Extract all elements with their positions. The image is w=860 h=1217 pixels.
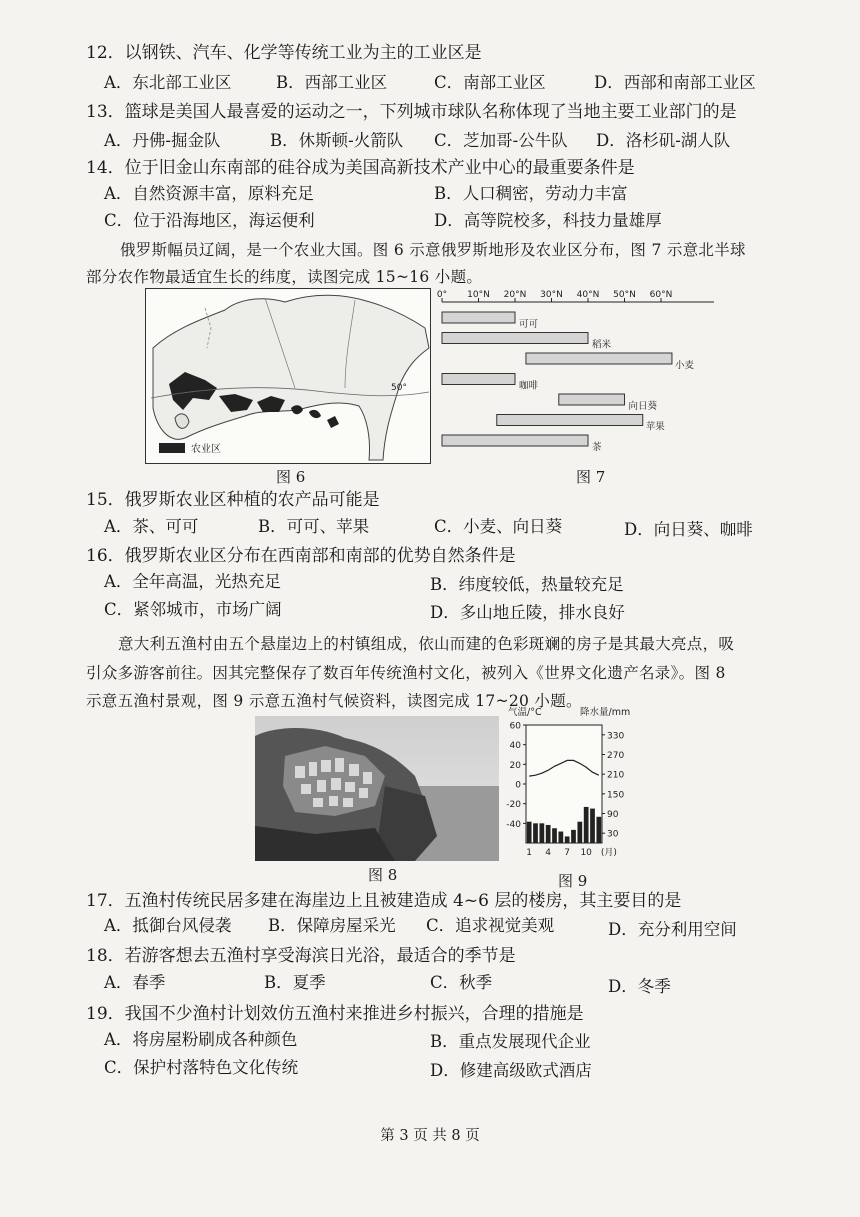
precip-bar	[577, 822, 582, 843]
q18-option-a: A．春季	[104, 973, 166, 992]
lat-tick-label: 40°N	[576, 290, 600, 300]
precip-tick-label: 30	[607, 829, 619, 840]
q13-option-b: B．休斯顿-火箭队	[270, 131, 404, 150]
figure-7-caption: 图 7	[576, 468, 606, 486]
temp-tick-label: 60	[509, 721, 521, 732]
crop-bar	[442, 435, 588, 446]
lat-tick-label: 60°N	[649, 290, 673, 300]
q18-option-d: D．冬季	[608, 977, 671, 996]
crop-bar-label: 可可	[519, 319, 539, 330]
month-unit-label: (月)	[600, 848, 617, 858]
precip-bar	[596, 817, 601, 843]
precip-tick-label: 270	[607, 751, 625, 761]
q19-option-d: D．修建高级欧式酒店	[430, 1061, 592, 1080]
lat-tick-label: 30°N	[540, 290, 563, 300]
q17-option-d: D．充分利用空间	[608, 920, 737, 939]
precip-bar	[558, 832, 563, 843]
q15-option-a: A．茶、可可	[104, 517, 199, 536]
crop-bar	[442, 374, 515, 385]
q14-option-c: C．位于沿海地区，海运便利	[104, 211, 315, 230]
intro-cinque-terre-line3: 示意五渔村景观，图 9 示意五渔村气候资料，读图完成 17~20 小题。	[86, 692, 582, 710]
map-legend-label: 农业区	[191, 444, 221, 455]
crop-bar	[442, 333, 588, 344]
question-13-stem: 13．篮球是美国人最喜爱的运动之一，下列城市球队名称体现了当地主要工业部门的是	[86, 102, 737, 122]
question-19-stem: 19．我国不少渔村计划效仿五渔村来推进乡村振兴，合理的措施是	[86, 1004, 584, 1024]
month-tick-label: 4	[545, 848, 552, 858]
q13-option-d: D．洛杉矶-湖人队	[596, 131, 731, 150]
crop-bar	[442, 312, 515, 323]
lat-tick-label: 10°N	[467, 290, 490, 300]
q12-option-a: A．东北部工业区	[104, 73, 232, 92]
precip-tick-label: 330	[607, 731, 625, 742]
precip-bar	[584, 807, 589, 843]
cinque-terre-photo	[255, 716, 499, 861]
latitude-label: 50°	[391, 383, 407, 393]
q15-option-c: C．小麦、向日葵	[434, 517, 563, 536]
question-14-stem: 14．位于旧金山东南部的硅谷成为美国高新技术产业中心的最重要条件是	[86, 158, 635, 178]
q17-option-b: B．保障房屋采光	[268, 916, 396, 935]
q16-option-a: A．全年高温，光热充足	[104, 572, 281, 591]
lat-tick-label: 50°N	[613, 290, 636, 300]
precip-bar	[552, 828, 557, 843]
crop-bar-label: 苹果	[645, 421, 665, 433]
precip-bar	[590, 809, 595, 843]
temp-tick-label: 0	[515, 780, 521, 791]
month-tick-label: 1	[526, 848, 533, 858]
q14-option-d: D．高等院校多，科技力量雄厚	[434, 211, 662, 230]
question-12-stem: 12．以钢铁、汽车、化学等传统工业为主的工业区是	[86, 43, 482, 63]
q19-option-b: B．重点发展现代企业	[430, 1032, 591, 1051]
crop-latitude-chart	[432, 288, 722, 456]
precip-bar	[571, 830, 576, 843]
question-16-stem: 16．俄罗斯农业区分布在西南部和南部的优势自然条件是	[86, 546, 516, 566]
temp-tick-label: 40	[509, 741, 521, 752]
q19-option-a: A．将房屋粉刷成各种颜色	[104, 1030, 298, 1049]
precip-bar	[527, 822, 532, 843]
q12-option-c: C．南部工业区	[434, 73, 546, 92]
crop-bar-label: 小麦	[674, 360, 694, 371]
q18-option-b: B．夏季	[264, 973, 326, 992]
precip-bar	[565, 836, 570, 843]
month-tick-label: 10	[580, 848, 592, 858]
russia-agriculture-map	[145, 288, 431, 464]
question-15-stem: 15．俄罗斯农业区种植的农产品可能是	[86, 490, 380, 510]
crop-bar	[497, 415, 643, 426]
temp-tick-label: -40	[506, 819, 521, 830]
lat-tick-label: 0°	[436, 290, 448, 300]
question-17-stem: 17．五渔村传统民居多建在海崖边上且被建造成 4~6 层的楼房，其主要目的是	[86, 891, 682, 911]
month-tick-label: 7	[564, 848, 571, 858]
q17-option-a: A．抵御台风侵袭	[104, 916, 232, 935]
temp-axis-title: 气温/°C	[508, 707, 542, 718]
figure-9-caption: 图 9	[558, 872, 588, 890]
q18-option-c: C．秋季	[430, 973, 493, 992]
precip-bar	[539, 823, 544, 843]
intro-cinque-terre-line2: 引众多游客前往。因其完整保存了数百年传统渔村文化，被列入《世界文化遗产名录》。图 8	[86, 664, 726, 682]
figure-6-caption: 图 6	[276, 468, 306, 486]
intro-russia-line1: 俄罗斯幅员辽阔，是一个农业大国。图 6 示意俄罗斯地形及农业区分布，图 7 示意北半球	[120, 241, 746, 259]
precip-axis-title: 降水量/mm	[580, 707, 631, 718]
crop-bar-label: 稻米	[592, 339, 612, 351]
crop-bar	[559, 394, 625, 405]
q12-option-b: B．西部工业区	[276, 73, 388, 92]
precip-tick-label: 210	[607, 770, 625, 781]
q15-option-d: D．向日葵、咖啡	[624, 520, 753, 539]
precip-bar	[546, 825, 551, 843]
q15-option-b: B．可可、苹果	[258, 517, 370, 536]
intro-russia-line2: 部分农作物最适宜生长的纬度，读图完成 15~16 小题。	[86, 268, 483, 286]
crop-bar-label: 咖啡	[519, 380, 539, 392]
q17-option-c: C．追求视觉美观	[426, 916, 555, 935]
precip-tick-label: 90	[607, 810, 619, 820]
crop-bar-label: 向日葵	[628, 401, 658, 412]
figure-8-caption: 图 8	[368, 866, 398, 884]
q12-option-d: D．西部和南部工业区	[594, 73, 756, 92]
q14-option-a: A．自然资源丰富，原料充足	[104, 184, 314, 203]
climate-chart	[500, 703, 650, 873]
page-number: 第 3 页 共 8 页	[380, 1128, 480, 1144]
temp-tick-label: 20	[509, 760, 521, 771]
precip-tick-label: 150	[607, 790, 625, 801]
q13-option-a: A．丹佛-掘金队	[104, 131, 221, 150]
q14-option-b: B．人口稠密，劳动力丰富	[434, 184, 628, 203]
intro-cinque-terre-line1: 意大利五渔村由五个悬崖边上的村镇组成，依山而建的色彩斑斓的房子是其最大亮点，吸	[118, 635, 735, 653]
q16-option-d: D．多山地丘陵，排水良好	[430, 603, 625, 622]
crop-bar	[526, 353, 672, 364]
q19-option-c: C．保护村落特色文化传统	[104, 1058, 299, 1077]
q16-option-c: C．紧邻城市，市场广阔	[104, 600, 282, 619]
crop-bar-label: 茶	[592, 442, 602, 453]
question-18-stem: 18．若游客想去五渔村享受海滨日光浴，最适合的季节是	[86, 946, 516, 966]
precip-bar	[533, 823, 538, 843]
temp-tick-label: -20	[506, 800, 521, 811]
q13-option-c: C．芝加哥-公牛队	[434, 131, 568, 150]
q16-option-b: B．纬度较低，热量较充足	[430, 575, 624, 594]
lat-tick-label: 20°N	[503, 290, 527, 300]
